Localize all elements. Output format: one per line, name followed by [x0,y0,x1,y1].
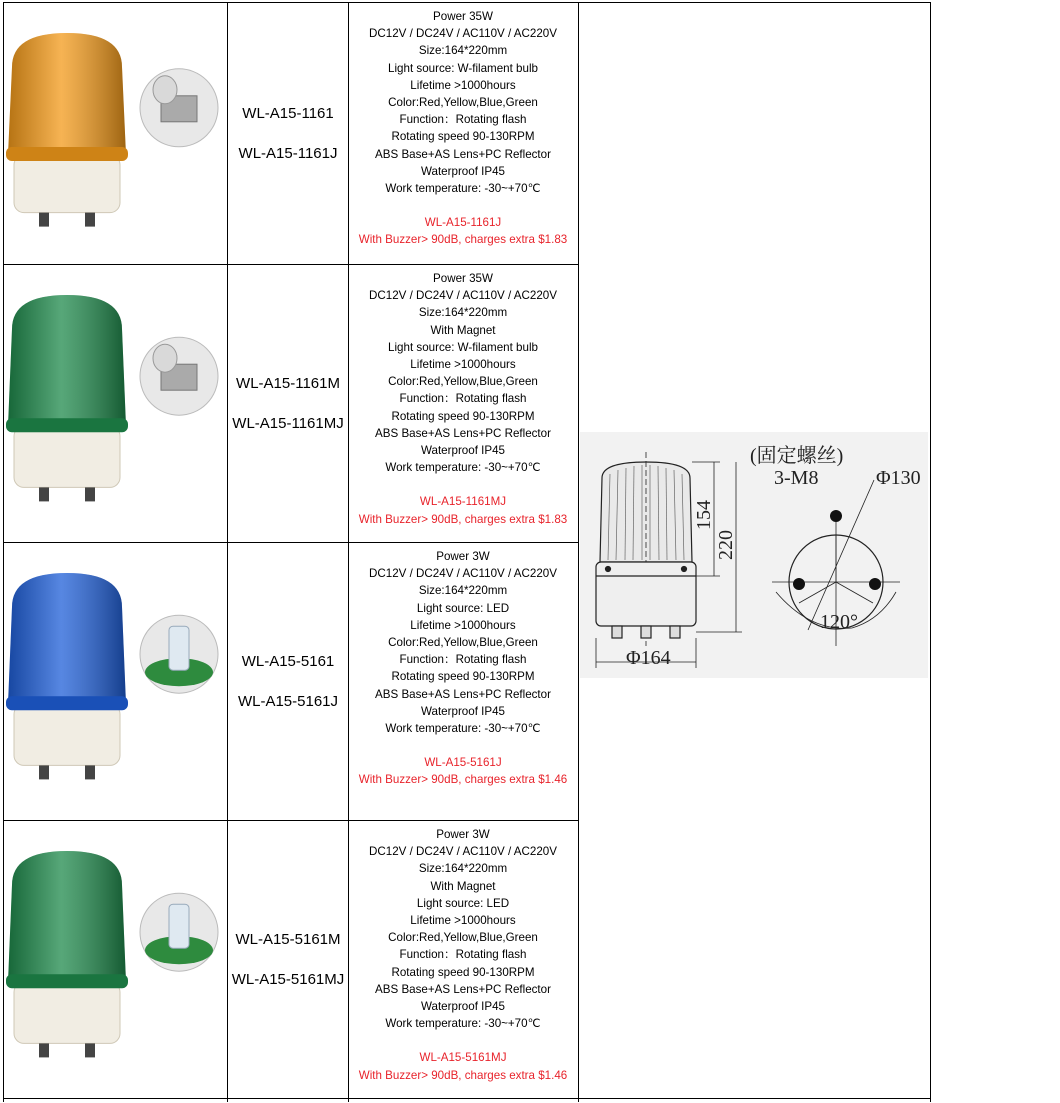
buzzer-code: WL-A15-1161MJ [419,495,507,509]
spec-line: Work temperature: -30~+70℃ [385,182,541,196]
spec-line: DC12V / DC24V / AC110V / AC220V [369,289,557,303]
model-codes [228,821,348,1098]
spec-line: Light source: W-filament bulb [388,340,538,354]
spec-list [349,270,577,528]
led-detail [140,893,218,971]
buzzer-price: With Buzzer> 90dB, charges extra $1.83 [358,512,568,526]
spec-line: With Magnet [430,879,496,893]
diagram-angle: 120° [820,611,858,633]
buzzer-price: With Buzzer> 90dB, charges extra $1.83 [358,233,568,247]
lamp-body [6,573,128,779]
spec-line: Work temperature: -30~+70℃ [385,461,541,475]
grid-line [578,2,579,1102]
spec-line: Size:164*220mm [418,44,508,58]
spec-line: Lifetime >1000hours [410,78,516,92]
spec-line: Function：Rotating flash [399,113,527,127]
spec-line: Color:Red,Yellow,Blue,Green [388,375,538,389]
spec-line: Waterproof IP45 [421,164,505,178]
spec-line: Size:164*220mm [418,862,508,876]
diagram-note: (固定螺丝) [750,445,844,467]
spec-line: DC12V / DC24V / AC110V / AC220V [369,845,557,859]
spec-line: Color:Red,Yellow,Blue,Green [388,96,538,110]
model-code: WL-A15-5161MJ [231,970,345,988]
diagram-dia-164: Φ164 [626,647,671,669]
model-codes [228,265,348,542]
spec-line: Lifetime >1000hours [410,914,516,928]
spec-line: Rotating speed 90-130RPM [391,409,535,423]
spec-line: Light source: W-filament bulb [388,61,538,75]
product-image [3,821,227,1098]
spec-line: Light source: LED [416,896,510,910]
spec-line: ABS Base+AS Lens+PC Reflector [375,147,551,161]
spec-line: Size:164*220mm [418,306,508,320]
buzzer-code: WL-A15-5161J [424,756,502,770]
spec-line: Light source: LED [416,601,510,615]
model-code: WL-A15-1161MJ [232,414,344,432]
model-code: WL-A15-1161M [236,374,340,392]
grid-line [930,2,931,1102]
spec-line: Function：Rotating flash [399,948,527,962]
spec-line: Waterproof IP45 [421,1000,505,1014]
model-code: WL-A15-5161 [241,652,335,670]
spec-line: Color:Red,Yellow,Blue,Green [388,636,538,650]
product-image [3,265,227,542]
lamp-body [6,295,128,501]
diagram-height-220: 220 [715,530,737,560]
model-codes [228,543,348,820]
model-code: WL-A15-5161J [237,692,339,710]
spec-line: Function：Rotating flash [399,653,527,667]
diagram-height-154: 154 [693,500,715,530]
led-detail [140,615,218,693]
buzzer-price: With Buzzer> 90dB, charges extra $1.46 [358,1068,568,1082]
lamp-body [6,33,128,227]
spec-list [349,826,577,1084]
spec-line: With Magnet [430,323,496,337]
buzzer-code: WL-A15-5161MJ [419,1051,507,1065]
spec-line: ABS Base+AS Lens+PC Reflector [375,426,551,440]
spec-line: Rotating speed 90-130RPM [391,670,535,684]
diagram-dia-130: Φ130 [876,467,921,489]
spec-line: Function：Rotating flash [399,392,527,406]
spec-line: Power 35W [433,272,493,285]
spec-list [349,548,577,789]
spec-line: Work temperature: -30~+70℃ [385,1017,541,1031]
spec-line: Waterproof IP45 [421,704,505,718]
diagram-screws: 3-M8 [774,467,819,489]
model-code: WL-A15-5161M [235,930,341,948]
spec-line: Work temperature: -30~+70℃ [385,722,541,736]
model-code: WL-A15-1161J [238,144,338,162]
spec-line: DC12V / DC24V / AC110V / AC220V [369,27,557,41]
product-image [3,543,227,820]
spec-line: Power 3W [436,550,490,563]
spec-line: DC12V / DC24V / AC110V / AC220V [369,567,557,581]
spec-line: Rotating speed 90-130RPM [391,965,535,979]
buzzer-price: With Buzzer> 90dB, charges extra $1.46 [358,773,568,787]
model-codes [228,3,348,264]
spec-line: ABS Base+AS Lens+PC Reflector [375,687,551,701]
spec-line: Power 3W [436,828,490,841]
spec-line: Lifetime >1000hours [410,358,516,372]
model-code: WL-A15-1161 [242,104,334,122]
product-image [3,3,227,264]
spec-line: Power 35W [433,10,493,23]
dimension-diagram [580,432,928,678]
grid-line [3,1098,931,1099]
buzzer-code: WL-A15-1161J [424,216,502,230]
spec-line: Color:Red,Yellow,Blue,Green [388,931,538,945]
spec-list [349,8,577,249]
lamp-body [6,851,128,1057]
spec-line: Rotating speed 90-130RPM [391,130,535,144]
spec-line: Lifetime >1000hours [410,618,516,632]
spec-line: ABS Base+AS Lens+PC Reflector [375,982,551,996]
spec-line: Size:164*220mm [418,584,508,598]
spec-line: Waterproof IP45 [421,444,505,458]
bulb-detail [140,69,218,147]
bulb-detail [140,337,218,415]
